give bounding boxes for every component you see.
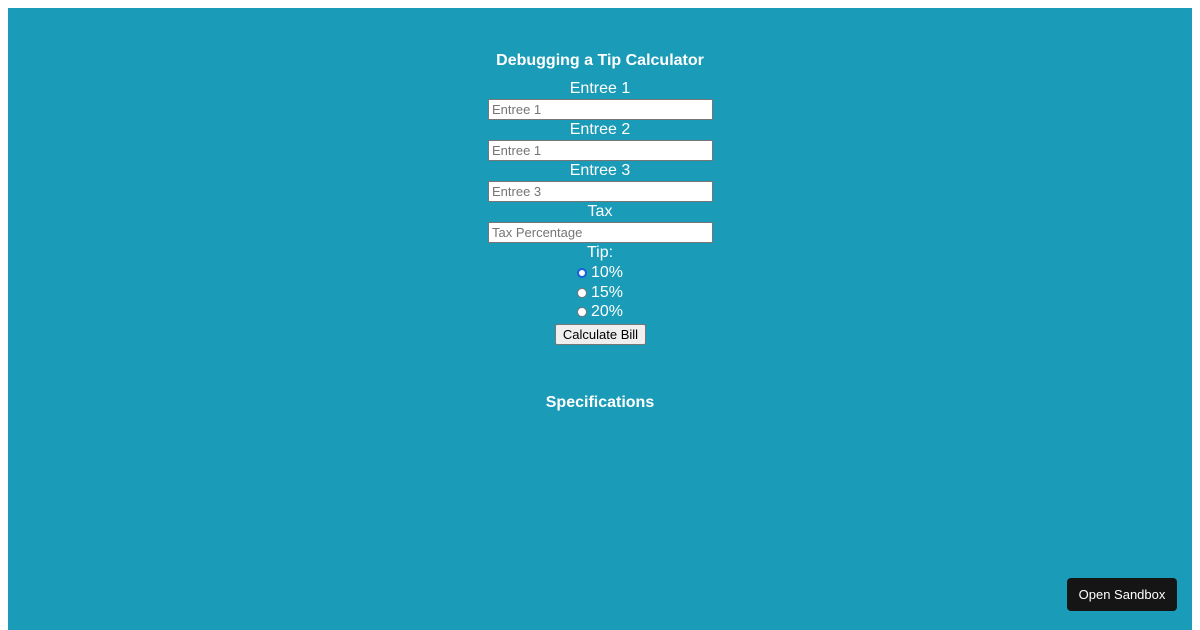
entree-3-input[interactable] [488, 181, 713, 202]
tip-option-15-label: 15% [590, 284, 624, 301]
tip-radio-15[interactable] [577, 288, 587, 298]
tip-radio-10[interactable] [577, 268, 587, 278]
entree-2-label: Entree 2 [569, 121, 631, 138]
page-title: Debugging a Tip Calculator [496, 52, 704, 69]
tip-label: Tip: [586, 244, 614, 261]
tip-option-15[interactable] [8, 283, 1192, 303]
calculate-bill-button[interactable]: Calculate Bill [555, 324, 646, 345]
open-sandbox-button[interactable]: Open Sandbox [1067, 578, 1177, 611]
tip-option-20[interactable] [8, 302, 1192, 322]
entree-1-label: Entree 1 [569, 80, 631, 97]
tip-option-20-label: 20% [590, 303, 624, 320]
tax-label: Tax [587, 203, 613, 220]
tax-input[interactable] [488, 222, 713, 243]
tip-radio-20[interactable] [577, 307, 587, 317]
entree-1-input[interactable] [488, 99, 713, 120]
specifications-heading: Specifications [545, 394, 655, 411]
entree-2-input[interactable] [488, 140, 713, 161]
tip-option-10[interactable] [8, 263, 1192, 283]
entree-3-label: Entree 3 [569, 162, 631, 179]
preview-frame [8, 8, 1192, 630]
tip-option-10-label: 10% [590, 264, 624, 281]
